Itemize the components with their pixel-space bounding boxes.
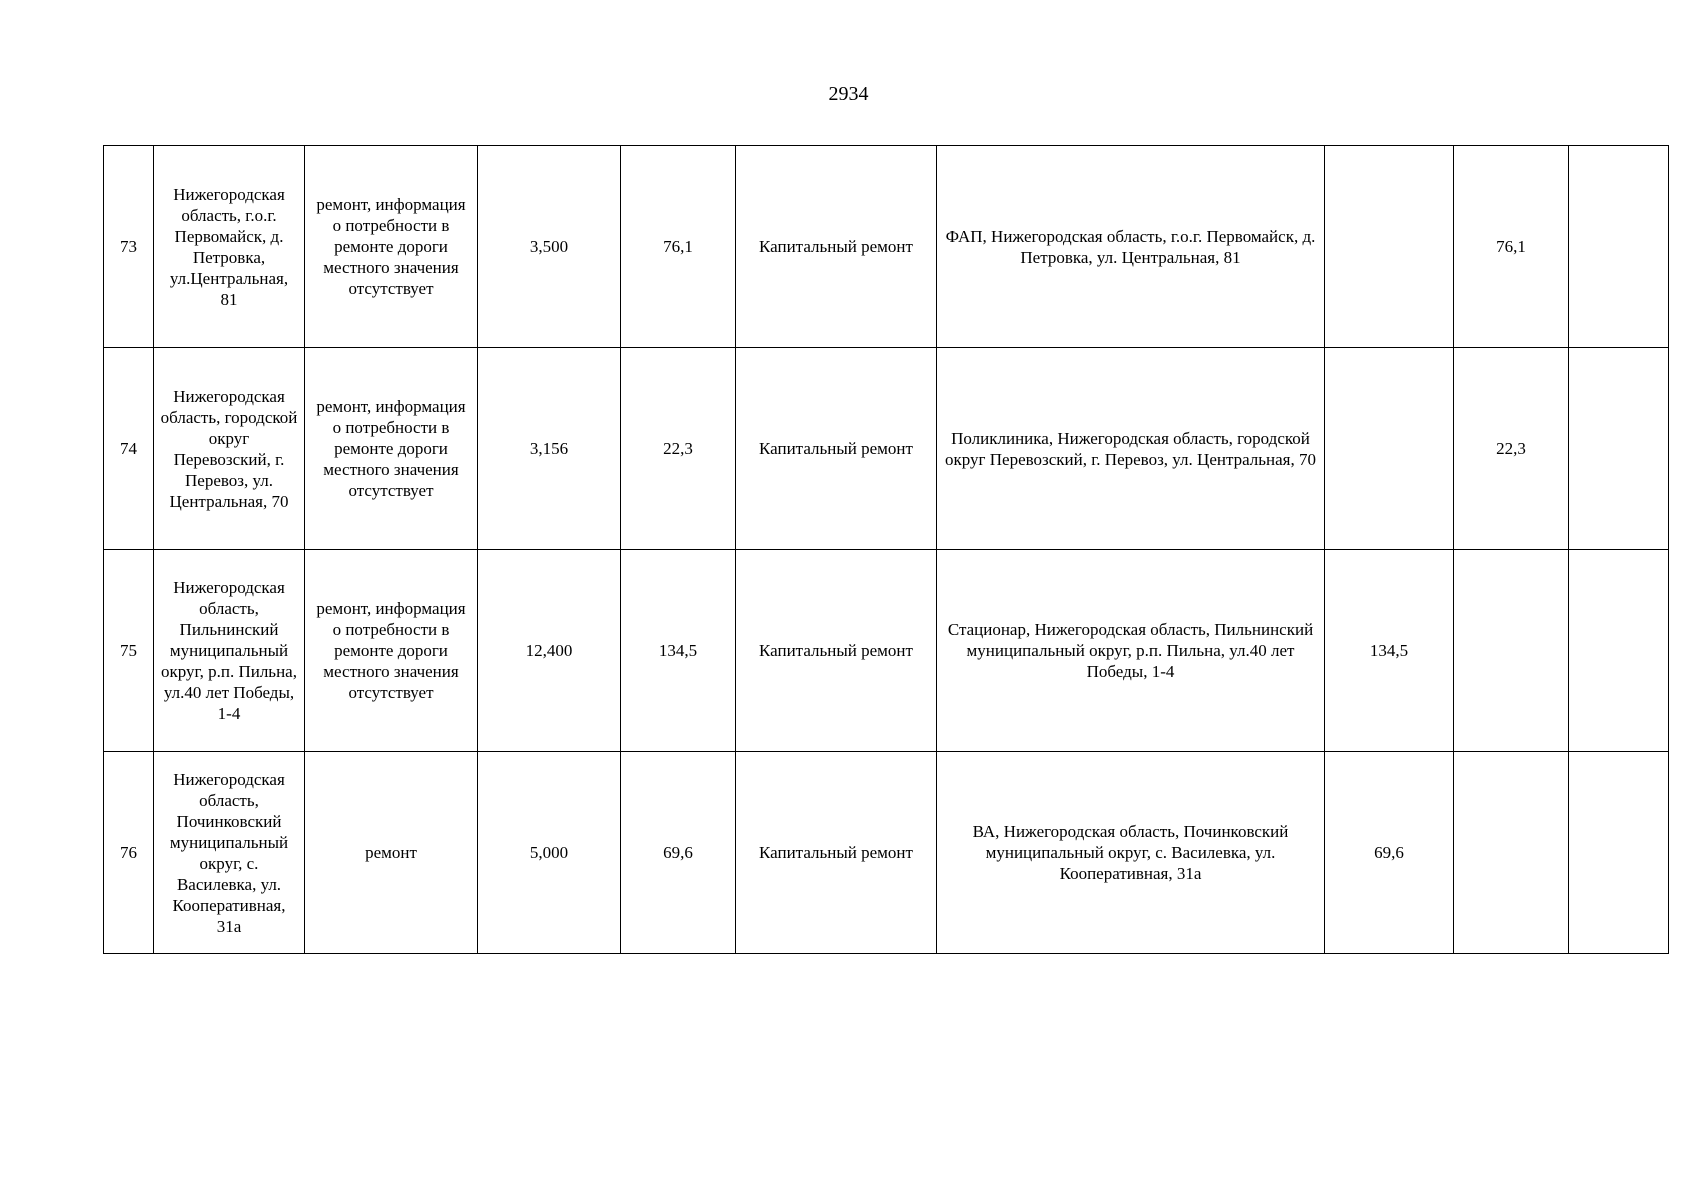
object-cell: ВА, Нижегородская область, Починковский муниципальный округ, с. Василевка, ул. Кооперативная, 31а — [937, 752, 1325, 954]
value-cell — [1569, 146, 1669, 348]
table-row — [104, 348, 1669, 550]
table-row — [104, 550, 1669, 752]
register-table — [103, 145, 1669, 954]
value-cell — [1454, 752, 1569, 954]
address-cell: Нижегородская область, городской округ Перевозский, г. Перевоз, ул. Центральная, 70 — [154, 348, 305, 550]
repair-type-cell: Капитальный ремонт — [736, 348, 937, 550]
value-cell — [1325, 146, 1454, 348]
page-number: 2934 — [828, 83, 869, 105]
value-cell: 5,000 — [478, 752, 621, 954]
address-cell: Нижегородская область, Пильнинский муниципальный округ, р.п. Пильна, ул.40 лет Победы, 1-4 — [154, 550, 305, 752]
value-cell — [1454, 550, 1569, 752]
work-description-cell: ремонт, информация о потребности в ремонте дороги местного значения отсутствует — [305, 146, 478, 348]
value-cell: 76,1 — [1454, 146, 1569, 348]
value-cell: 3,156 — [478, 348, 621, 550]
value-cell: 134,5 — [1325, 550, 1454, 752]
repair-type-cell: Капитальный ремонт — [736, 550, 937, 752]
value-cell: 22,3 — [1454, 348, 1569, 550]
value-cell: 12,400 — [478, 550, 621, 752]
table-row — [104, 752, 1669, 954]
row-number-cell: 74 — [104, 348, 154, 550]
object-cell: ФАП, Нижегородская область, г.о.г. Первомайск, д. Петровка, ул. Центральная, 81 — [937, 146, 1325, 348]
row-number-cell: 73 — [104, 146, 154, 348]
value-cell: 134,5 — [621, 550, 736, 752]
table-row — [104, 146, 1669, 348]
address-cell: Нижегородская область, Починковский муниципальный округ, с. Василевка, ул. Кооперативная, 31а — [154, 752, 305, 954]
work-description-cell: ремонт — [305, 752, 478, 954]
address-cell: Нижегородская область, г.о.г. Первомайск, д. Петровка, ул.Центральная, 81 — [154, 146, 305, 348]
value-cell — [1569, 348, 1669, 550]
work-description-cell: ремонт, информация о потребности в ремонте дороги местного значения отсутствует — [305, 550, 478, 752]
repair-type-cell: Капитальный ремонт — [736, 146, 937, 348]
value-cell — [1569, 752, 1669, 954]
row-number-cell: 75 — [104, 550, 154, 752]
object-cell: Стационар, Нижегородская область, Пильнинский муниципальный округ, р.п. Пильна, ул.40 лет Победы, 1-4 — [937, 550, 1325, 752]
value-cell: 69,6 — [1325, 752, 1454, 954]
value-cell — [1325, 348, 1454, 550]
repair-type-cell: Капитальный ремонт — [736, 752, 937, 954]
object-cell: Поликлиника, Нижегородская область, городской округ Перевозский, г. Перевоз, ул. Центральная, 70 — [937, 348, 1325, 550]
value-cell: 76,1 — [621, 146, 736, 348]
row-number-cell: 76 — [104, 752, 154, 954]
value-cell — [1569, 550, 1669, 752]
work-description-cell: ремонт, информация о потребности в ремонте дороги местного значения отсутствует — [305, 348, 478, 550]
value-cell: 69,6 — [621, 752, 736, 954]
value-cell: 3,500 — [478, 146, 621, 348]
value-cell: 22,3 — [621, 348, 736, 550]
